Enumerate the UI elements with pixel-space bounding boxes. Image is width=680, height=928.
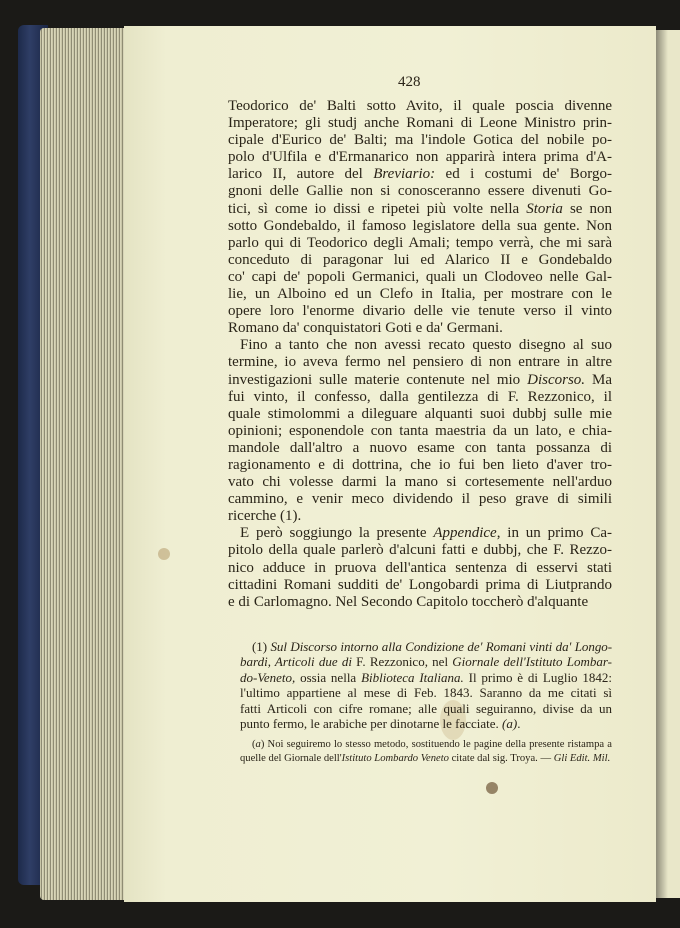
text-line <box>228 423 612 440</box>
text-segment: quelle del Giornale dell' <box>240 753 342 764</box>
text-line <box>240 738 612 752</box>
text-line <box>228 201 612 218</box>
text-segment: gnoni delle Gallie non si conosceranno essere divenuti Go- <box>228 183 612 200</box>
text-line <box>240 685 612 700</box>
text-line <box>228 457 612 474</box>
text-segment: E però soggiungo la presente <box>240 525 434 542</box>
text-segment: tici, sì come io dissi e ripetei più volte nella <box>228 200 527 217</box>
text-segment: ricerche (1). <box>228 508 302 525</box>
text-line <box>240 701 612 716</box>
text-line <box>228 98 612 115</box>
italic-text: (a) <box>502 715 518 731</box>
text-line <box>228 337 612 354</box>
text-segment: l'ultimo appartiene al mese di Feb. 1843. Saranno da me citati sì <box>240 685 612 701</box>
text-segment: Imperatore; gli studj anche Romani di Leone Ministro prin- <box>228 115 612 132</box>
text-segment: nico adduce in pruova dell'antica sentenza di esservi stati <box>228 559 612 576</box>
text-line <box>228 594 612 611</box>
text-segment: larico II, autore del <box>228 166 374 183</box>
text-segment: polo d'Ulfila e d'Ermanarico non apparirà intera prima d'A- <box>228 149 612 166</box>
text-segment: F. Rezzonico, nel <box>351 654 453 670</box>
italic-text: Appendice <box>433 525 497 542</box>
text-segment: opere loro l'enorme divario delle vie tenute verso il vinto <box>228 303 612 320</box>
text-segment: conceduto di paragonar lui ed Alarico II e Gondebaldo <box>228 251 612 268</box>
italic-text: Gli Edit. Mil. <box>553 753 611 764</box>
text-line <box>228 440 612 457</box>
text-line <box>228 542 612 559</box>
text-segment: opinioni; esponendole con tanta maestria da un lato, e chia- <box>228 422 612 439</box>
text-segment: fui vinto, il confesso, dalla gentilezza di F. Rezzonico, il <box>228 388 612 405</box>
text-line <box>228 252 612 269</box>
text-segment: cittadini Romani sudditi de' Longobardi prima di Liutprando <box>228 576 612 593</box>
text-line <box>228 560 612 577</box>
text-line <box>228 474 612 491</box>
text-line <box>240 639 612 654</box>
text-line <box>228 354 612 371</box>
editor-note <box>240 738 612 766</box>
italic-text: Storia <box>526 200 563 217</box>
text-segment: punto fermo, le arabiche per dinotarne le facciate. <box>240 715 503 731</box>
page-edges <box>40 28 128 900</box>
text-segment: ed i costumi de' Borgo- <box>435 166 612 183</box>
italic-text: do-Veneto, <box>240 669 296 685</box>
text-line <box>228 235 612 252</box>
text-line <box>228 525 612 542</box>
text-line <box>240 654 612 669</box>
text-line <box>228 303 612 320</box>
text-segment: pitolo della quale parlerò d'alcuni fatti e dubbj, che F. Rezzo- <box>228 542 612 559</box>
text-segment: mandole dall'altro a nuovo esame con tanta possanza di <box>228 439 612 456</box>
text-segment: citate dal sig. Troya. — <box>448 753 554 764</box>
text-line <box>228 132 612 149</box>
text-line <box>228 389 612 406</box>
text-line <box>228 183 612 200</box>
text-line <box>228 508 612 525</box>
text-segment: (1) <box>252 639 271 654</box>
text-segment: parlo qui di Teodorico degli Amali; tempo verrà, che mi sarà <box>228 234 612 251</box>
text-line <box>240 716 612 731</box>
italic-text: Discorso. <box>527 371 586 388</box>
text-segment: Ma <box>585 371 612 388</box>
text-segment: lie, un Alboino ed un Clefo in Italia, per mostrare con le <box>228 286 612 303</box>
text-segment: . <box>517 715 521 731</box>
text-segment: , in un primo Ca- <box>496 525 612 542</box>
text-segment: quale stimolommi a dileguare alquanti suoi dubbj sulle mie <box>228 405 612 422</box>
text-segment: investigazioni sulle materie contenute nel mio <box>228 371 528 388</box>
italic-text: Breviario: <box>373 166 436 183</box>
italic-text: Giornale dell'Istituto Lombar- <box>452 654 612 670</box>
text-segment: ( <box>252 739 256 750</box>
text-segment: termine, io aveva fermo nel pensiero di non entrare in altre <box>228 354 612 371</box>
text-segment: Romano da' conquistatori Goti e da' Germani. <box>228 320 503 337</box>
text-line <box>228 286 612 303</box>
text-line <box>228 491 612 508</box>
text-segment: ragionamento e di dottrina, che io fui ben lieto d'aver tro- <box>228 456 612 473</box>
text-line <box>228 269 612 286</box>
text-segment: co' capi de' popoli Germanici, quali un Clodoveo nelle Gal- <box>228 268 612 285</box>
text-segment: ) Noi seguiremo lo stesso metodo, sostituendo le pagine della presente ristampa a <box>260 739 612 750</box>
text-line <box>228 115 612 132</box>
text-segment: cammino, e venir meco dividendo il peso grave di simili <box>228 491 612 508</box>
text-segment: Il primo è di Luglio 1842: <box>463 669 612 685</box>
text-segment: cipale d'Eurico de' Balti; ma l'indole Gotica del nobile po- <box>228 132 612 149</box>
footnote <box>240 639 612 731</box>
page-number: 428 <box>398 74 421 90</box>
text-segment: se non <box>562 200 612 217</box>
ink-blot <box>486 782 498 794</box>
text-segment: e di Carlomagno. Nel Secondo Capitolo toccherò d'alquante <box>228 593 589 610</box>
text-line <box>228 166 612 183</box>
text-line <box>240 752 612 766</box>
italic-text: a <box>255 739 261 750</box>
facing-page-edge <box>656 30 680 898</box>
italic-text: Sul Discorso intorno alla Condizione de' Romani vinti da' Longo- <box>270 639 612 654</box>
text-line <box>240 670 612 685</box>
text-line <box>228 372 612 389</box>
italic-text: Biblioteca Italiana. <box>361 669 464 685</box>
paper-stain <box>158 548 170 560</box>
text-line <box>228 218 612 235</box>
text-segment: ossia nella <box>295 669 362 685</box>
text-segment: Fino a tanto che non avessi recato questo disegno al suo <box>240 337 612 354</box>
text-line <box>228 149 612 166</box>
italic-text: Istituto Lombardo Veneto <box>341 753 449 764</box>
italic-text: bardi, Articoli due di <box>240 654 352 670</box>
body-text <box>228 98 612 611</box>
text-segment: vato chi volesse darmi la mano si cortesemente nell'arduo <box>228 474 612 491</box>
text-line <box>228 406 612 423</box>
text-segment: fatti Articoli con cifre romane; alle quali seguiranno, divise da un <box>240 700 612 716</box>
text-segment: Teodorico de' Balti sotto Avito, il quale poscia divenne <box>228 98 612 114</box>
text-segment: sotto Gondebaldo, il famoso legislatore della sua gente. Non <box>228 217 612 234</box>
text-line <box>228 577 612 594</box>
text-line <box>228 320 612 337</box>
